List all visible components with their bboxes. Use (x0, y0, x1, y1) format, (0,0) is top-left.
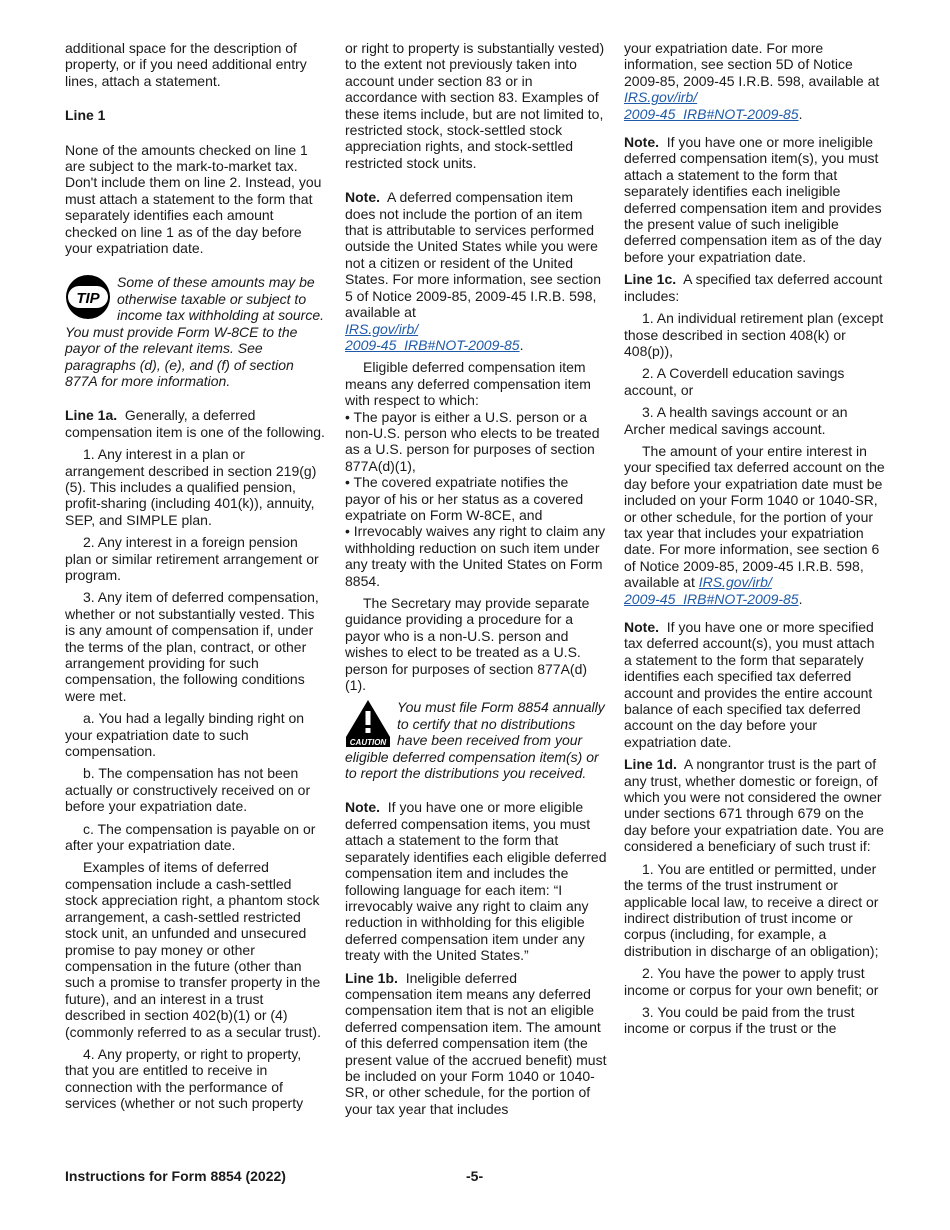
irb-link[interactable]: IRS.gov/irb/ (698, 574, 772, 591)
paragraph: additional space for the description of property, or if you need additional entry lines, attach a statement. (65, 40, 307, 89)
note (624, 619, 886, 750)
irb-link[interactable]: 2009-45_IRB#NOT-2009-85 (624, 590, 799, 607)
line-1a-label: Line 1a. (65, 407, 118, 424)
column-2 (345, 40, 607, 1123)
bullet-item: • Irrevocably waives any right to claim any withholding reduction on such item under any treaty with the United States on Form 8854. (345, 523, 606, 589)
line-1b-text: Ineligible deferred compensation item means any deferred compensation item that is not an eligible deferred compensation item. The amount of this deferred compensation item (the present value of the accrued benefit) must be included on your Form 1040 or 1040-SR, or other schedule, for the portion of your tax year that includes (345, 969, 607, 1117)
page-number: -5- (466, 1168, 484, 1184)
list-item: c. The compensation is payable on or after your expatriation date. (65, 820, 316, 854)
list-item: 1. An individual retirement plan (except those described in section 408(k) or 408(p)), (624, 310, 884, 359)
footer-title: Instructions for Form 8854 (2022) (65, 1168, 286, 1184)
bullet-item: • The covered expatriate notifies the payor of his or her status as a covered expatriate on Form W-8CE, and (345, 474, 584, 523)
line-1a-text: Generally, a deferred compensation item is one of the following. (65, 407, 325, 440)
tip-icon (65, 274, 111, 320)
list-item: 3. You could be paid from the trust income or corpus if the trust or the (624, 1003, 855, 1037)
list-item: 1. Any interest in a plan or arrangement described in section 219(g)(5). This includes a qualified pension, profit-sharing (including 401(k)), annuity, SEP, and SIMPLE plan. (65, 446, 317, 528)
note: Note. A deferred compensation item does not include the portion of an item that is attributable to services performed outside the United States while you were not a citizen or resident of the United States. For more information, see section 5 of Notice 2009-85, 2009-45 I.R.B. 598, available at IRS.gov/irb/ 2009-45_IRB#NOT-2009-85. (345, 189, 601, 353)
note-text: If you have one or more ineligible deferred compensation item(s), you must attach a statement to the form that separately identifies each ineligible deferred compensation item and provides the present value of such ineligible deferred compensation item as of the day before your expatriation date. (624, 134, 882, 265)
tip-icon-label: TIP (76, 290, 100, 308)
line-1a (65, 407, 327, 440)
paragraph: or right to property is substantially vested) to the extent not previously taken into account under section 83 or in accordance with section 83. Examples of these items include, but are not limited to, restricted stock, stock-settled stock appreciation rights, and stock-settled restricted stock units. (345, 40, 605, 171)
list-item: 2. You have the power to apply trust income or corpus for your own benefit; or (624, 965, 879, 998)
column-3 (624, 40, 886, 1043)
paragraph: The Secretary may provide separate guidance providing a procedure for a payor who is a non-U.S. person and wishes to elect to be treated as a U.S. person for purposes of section 877A(d)(1). (345, 595, 590, 694)
list-item: 2. Any interest in a foreign pension plan or similar retirement arrangement or program. (65, 534, 319, 583)
column-1 (65, 40, 327, 1118)
line-1b (345, 970, 607, 1118)
list-item: 3. A health savings account or an Archer medical savings account. (624, 404, 848, 437)
paragraph: The amount of your entire interest in your specified tax deferred account on the day before your expatriation date must be included on your Form 1040 or 1040-SR, or other schedule, for the portion of your tax year that includes your expatriation date. For more information, see section 6 of Notice 2009-85, 2009-45 I.R.B. 598, available at IRS.gov/irb/ 2009-45_IRB#NOT-2009-85. (624, 442, 885, 607)
note-text: If you have one or more specified tax deferred account(s), you must attach a statement to the form that separately identifies each specified tax deferred account and provides the entire account balance of each specified tax deferred account on the day before your expatriation date. (624, 619, 875, 750)
line-1d-text: A nongrantor trust is the part of any trust, whether domestic or foreign, of which you were not considered the owner under sections 671 through 679 on the day before your expatriation date. You are considered a beneficiary of such trust if: (624, 756, 884, 855)
list-item: 3. Any item of deferred compensation, whether or not substantially vested. This is any amount of compensation if, under the terms of the plan, contract, or other arrangement providing for such compensation, the following conditions were met. (65, 589, 319, 704)
line-1c-text: A specified tax deferred account includes: (624, 271, 883, 304)
bullet-item: • The payor is either a U.S. person or a non-U.S. person who elects to be treated as a U.S. person for purposes of section 877A(d)(1), (345, 408, 600, 474)
tip-text: Some of these amounts may be otherwise taxable or subject to income tax withholding at source. You must provide Form W-8CE to the payor of the relevant items. See paragraphs (d), (e), and (f) of section 877A for more information. (65, 274, 324, 389)
line-1d-label: Line 1d. (624, 756, 677, 773)
caution-callout (345, 699, 607, 781)
note-label: Note. (345, 189, 380, 206)
list-item: 4. Any property, or right to property, that you are entitled to receive in connection with the performance of services (whether or not such property (65, 1045, 304, 1112)
list-item: 2. A Coverdell education savings account, or (624, 365, 845, 398)
note-label: Note. (345, 799, 380, 816)
line-1d (624, 756, 886, 854)
paragraph: None of the amounts checked on line 1 are subject to the mark-to-market tax. Don't include them on line 2. Instead, you must attach a statement to the form that separately identifies each amount checked on line 1 as of the day before your expatriation date. (65, 141, 322, 257)
note-label: Note. (624, 134, 659, 151)
irb-link[interactable]: IRS.gov/irb/ (345, 320, 419, 337)
paragraph: Eligible deferred compensation item means any deferred compensation item with respect to which: (345, 359, 591, 409)
irb-link[interactable]: 2009-45_IRB#NOT-2009-85 (345, 336, 520, 353)
list-item: b. The compensation has not been actually or constructively received on or before your expatriation date. (65, 765, 311, 815)
tip-callout (65, 274, 327, 389)
paragraph: Examples of items of deferred compensation include a cash-settled stock appreciation right, a phantom stock arrangement, a cash-settled restricted stock unit, an unfunded and unsecured promise to pay money or other compensation in the future (other than such a promise to transfer property in the future), and an interest in a trust described in section 402(b)(1) or (4) (commonly referred to as a secular trust). (65, 859, 321, 1040)
irb-link[interactable]: 2009-45_IRB#NOT-2009-85 (624, 105, 799, 122)
note-text: If you have one or more eligible deferred compensation items, you must attach a statement to the form that separately identifies each eligible deferred compensation item and includes the following language for each item: “I irrevocably waive any right to claim any reduction in withholding for this eligible deferred compensation item under any treaty with the United States.” (345, 799, 607, 964)
line-1c-label: Line 1c. (624, 271, 677, 288)
caution-text: You must file Form 8854 annually to certify that no distributions have been received from your eligible deferred compensation item(s) or to report the distributions you received. (345, 699, 605, 782)
line-1c (624, 271, 886, 304)
paragraph: your expatriation date. For more information, see section 5D of Notice 2009-85, 2009-45 I.R.B. 598, available at IRS.gov/irb/ 2009-45_IRB#NOT-2009-85. (624, 40, 880, 122)
note (624, 134, 886, 265)
list-item: 1. You are entitled or permitted, under the terms of the trust instrument or applicable local law, to receive a direct or indirect distribution of trust income or corpus (including, for example, a distribution in discharge of an obligation); (624, 860, 879, 959)
line-1b-label: Line 1b. (345, 969, 398, 986)
caution-icon-label: CAUTION (349, 738, 387, 748)
list-item: a. You had a legally binding right on your expatriation date to such compensation. (65, 710, 305, 760)
irb-link[interactable]: IRS.gov/irb/ (624, 89, 698, 106)
note (345, 799, 607, 963)
note-text: A deferred compensation item does not include the portion of an item that is attributable to services performed outside the United States while you were not a citizen or resident of the United States. For more information, see section 5 of Notice 2009-85, 2009-45 I.R.B. 598, available at (345, 189, 601, 321)
line-1-heading: Line 1 (65, 107, 106, 124)
note-label: Note. (624, 619, 659, 635)
caution-icon (345, 699, 391, 747)
